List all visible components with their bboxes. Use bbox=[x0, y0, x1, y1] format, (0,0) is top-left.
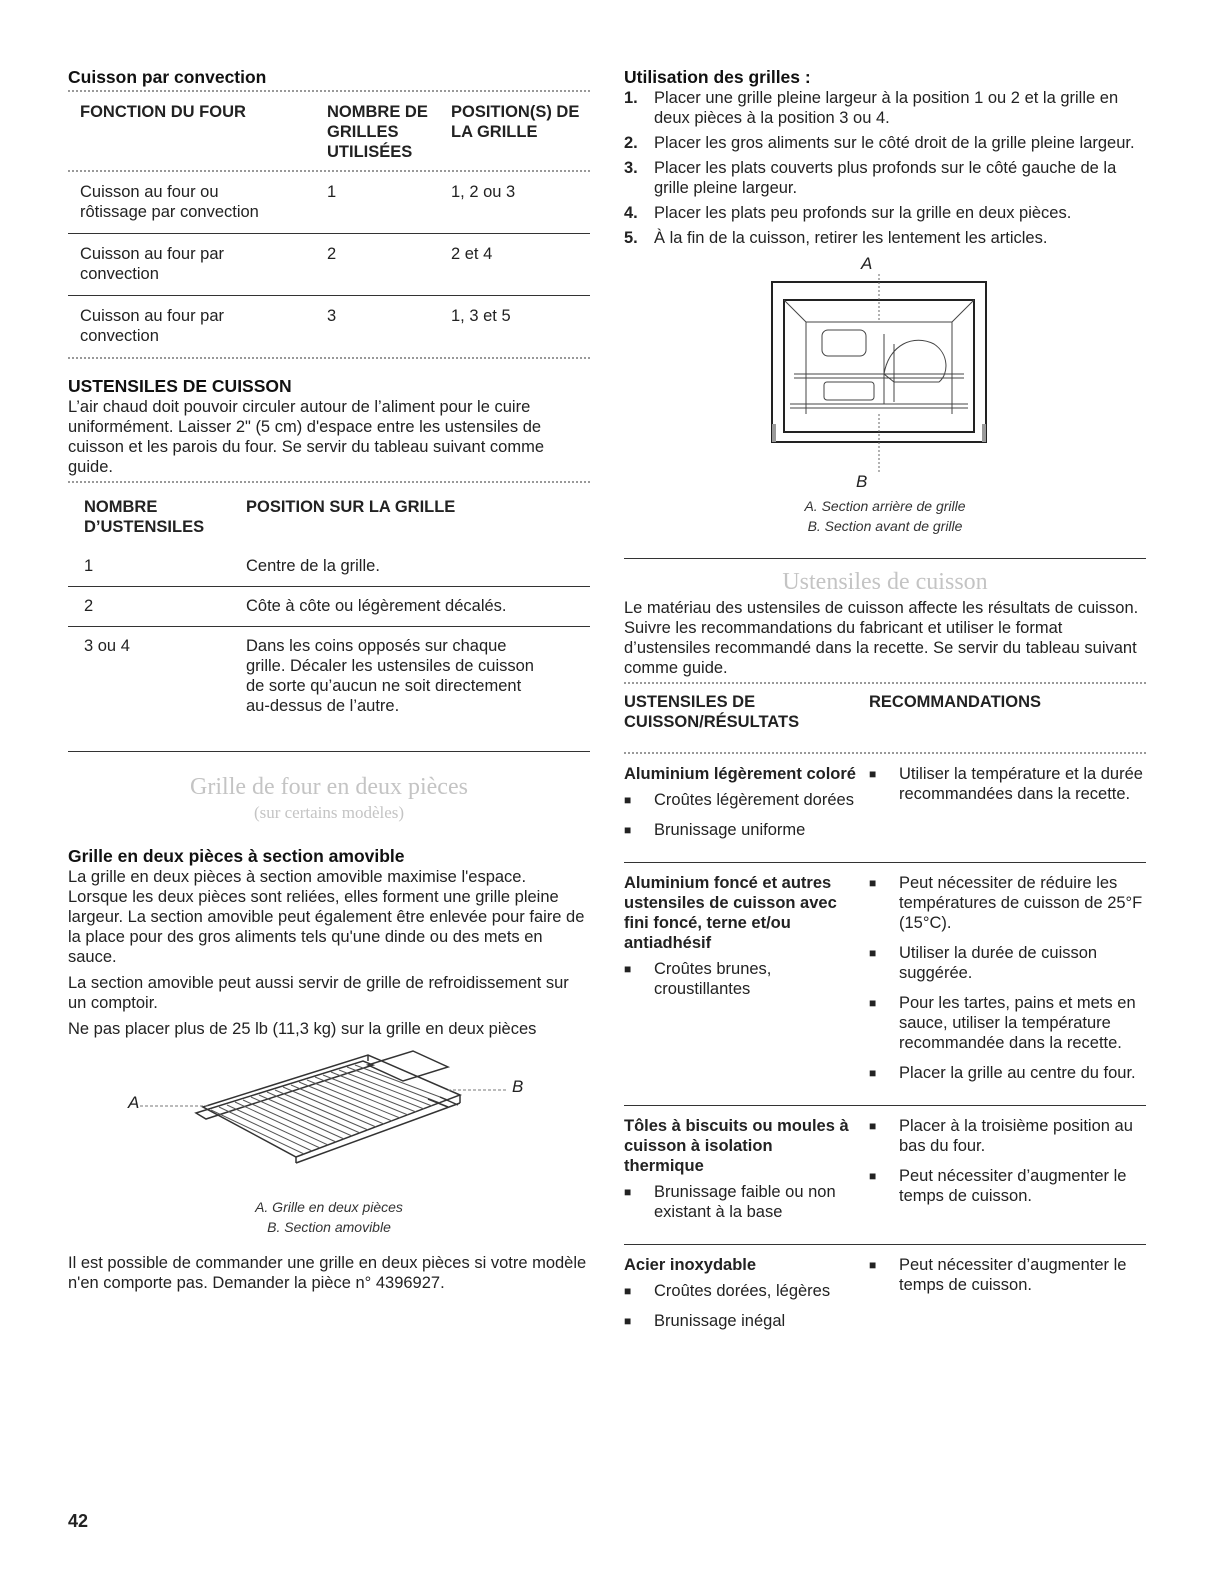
order-paragraph: Il est possible de commander une grille en deux pièces si votre modèle n'en comporte pas. Demander la pièce n° 4396927. bbox=[68, 1254, 587, 1292]
bullet-icon: ■ bbox=[624, 793, 632, 807]
result-text: Croûtes légèrement dorées bbox=[654, 791, 854, 809]
recommendation-cell bbox=[869, 873, 1146, 1093]
oven-label-b: B bbox=[856, 472, 868, 491]
recommendation-text: Peut nécessiter de réduire les températures de cuisson de 25°F (15°C). bbox=[899, 874, 1143, 932]
recommendation-item bbox=[869, 943, 1146, 983]
bullet-icon: ■ bbox=[869, 767, 877, 781]
table-row bbox=[624, 754, 1146, 862]
result-text: Croûtes dorées, légères bbox=[654, 1282, 831, 1300]
table-row bbox=[68, 172, 590, 233]
bullet-icon: ■ bbox=[869, 1169, 877, 1183]
recommendation-cell bbox=[869, 764, 1146, 850]
oven-drawing bbox=[764, 274, 994, 474]
table-row bbox=[624, 863, 1146, 1105]
section-rule bbox=[68, 751, 590, 752]
material-cell bbox=[624, 1255, 856, 1341]
result-item bbox=[624, 790, 856, 810]
ustensiles-table-header bbox=[68, 483, 590, 547]
table-row bbox=[68, 234, 590, 295]
step-item bbox=[624, 158, 1146, 198]
bullet-icon: ■ bbox=[624, 1185, 632, 1199]
ustensiles-table-body bbox=[68, 547, 590, 731]
cell-positions: 1, 3 et 5 bbox=[451, 307, 511, 325]
grille-heading: Grille de four en deux pièces bbox=[190, 774, 468, 800]
section-rule bbox=[624, 558, 1146, 559]
material-cell bbox=[624, 873, 856, 1093]
result-item bbox=[624, 1311, 856, 1331]
step-text: Placer les gros aliments sur le côté droit de la grille pleine largeur. bbox=[654, 134, 1135, 152]
rack-caption-b: B. Section amovible bbox=[267, 1219, 391, 1235]
material-name: Aluminium légèrement coloré bbox=[624, 765, 856, 783]
recommendation-text: Placer à la troisième position au bas du four. bbox=[899, 1117, 1133, 1155]
rack-label-a: A bbox=[128, 1093, 140, 1112]
recommendation-text: Peut nécessiter d’augmenter le temps de cuisson. bbox=[899, 1167, 1127, 1205]
oven-label-a: A bbox=[861, 254, 873, 273]
utilisation-title: Utilisation des grilles : bbox=[624, 67, 811, 87]
table-row bbox=[624, 1245, 1146, 1353]
material-name: Tôles à biscuits ou moules à cuisson à isolation thermique bbox=[624, 1117, 849, 1175]
result-text: Brunissage faible ou non existant à la base bbox=[654, 1183, 836, 1221]
recommendation-item bbox=[869, 1116, 1146, 1156]
ustensiles2-intro: Le matériau des ustensiles de cuisson affecte les résultats de cuisson. Suivre les recommandations du fabricant et utiliser le format d’ustensiles recommandé dans la recette. Se servir du tableau suivant comme guide. bbox=[624, 599, 1139, 677]
cell-positions: 1, 2 ou 3 bbox=[451, 183, 516, 201]
oven-caption-b: B. Section avant de grille bbox=[807, 518, 963, 534]
step-number: 1. bbox=[624, 89, 638, 107]
bullet-icon: ■ bbox=[869, 946, 877, 960]
cell-nombre: 3 ou 4 bbox=[84, 637, 130, 655]
grille-paragraph-1: La grille en deux pièces à section amovible maximise l'espace. Lorsque les deux pièces sont reliées, elles forment une grille pleine largeur. La section amovible peut également être enlevée pour faire de la place pour des gros aliments tels qu'une dinde ou des mets en sauce. bbox=[68, 868, 585, 966]
grille-paragraph-2: La section amovible peut aussi servir de grille de refroidissement sur un comptoir. bbox=[68, 974, 569, 1012]
material-cell bbox=[624, 1116, 856, 1232]
bullet-icon: ■ bbox=[624, 962, 632, 976]
header-nombre-ustensiles: NOMBRE D’USTENSILES bbox=[84, 498, 205, 536]
cell-nombre: 2 bbox=[327, 245, 337, 263]
result-text: Brunissage inégal bbox=[654, 1312, 786, 1330]
dotted-rule bbox=[68, 357, 590, 359]
bullet-icon: ■ bbox=[869, 1119, 877, 1133]
bullet-icon: ■ bbox=[869, 1066, 877, 1080]
cell-position: Centre de la grille. bbox=[246, 557, 380, 575]
result-item bbox=[624, 1182, 856, 1222]
header-ustensiles-resultats: USTENSILES DE CUISSON/RÉSULTATS bbox=[624, 693, 800, 731]
bullet-icon: ■ bbox=[869, 876, 877, 890]
recommendation-item bbox=[869, 1255, 1146, 1295]
result-text: Croûtes brunes, croustillantes bbox=[654, 960, 772, 998]
header-recommandations: RECOMMANDATIONS bbox=[869, 693, 1042, 711]
material-name: Acier inoxydable bbox=[624, 1256, 757, 1274]
cell-fonction: Cuisson au four par convection bbox=[80, 245, 224, 283]
bullet-icon: ■ bbox=[624, 1314, 632, 1328]
grille-title: Grille en deux pièces à section amovible bbox=[68, 846, 405, 866]
header-nombre: NOMBRE DE GRILLES UTILISÉES bbox=[327, 103, 428, 161]
ustensiles2-heading: Ustensiles de cuisson bbox=[782, 569, 988, 595]
step-number: 3. bbox=[624, 159, 638, 177]
step-number: 2. bbox=[624, 134, 638, 152]
table-row bbox=[68, 587, 590, 626]
recommendation-text: Pour les tartes, pains et mets en sauce, utiliser la température recommandée dans la recette. bbox=[899, 994, 1136, 1052]
recommendation-text: Peut nécessiter d’augmenter le temps de cuisson. bbox=[899, 1256, 1127, 1294]
recommendation-text: Utiliser la durée de cuisson suggérée. bbox=[899, 944, 1098, 982]
two-piece-rack-drawing bbox=[68, 1047, 590, 1197]
header-fonction: FONCTION DU FOUR bbox=[80, 103, 246, 121]
cell-positions: 2 et 4 bbox=[451, 245, 493, 263]
grille-paragraph-3: Ne pas placer plus de 25 lb (11,3 kg) sur la grille en deux pièces bbox=[68, 1020, 537, 1038]
step-text: Placer les plats peu profonds sur la grille en deux pièces. bbox=[654, 204, 1072, 222]
recommendation-item bbox=[869, 993, 1146, 1053]
left-column bbox=[68, 66, 590, 1293]
cell-fonction: Cuisson au four ou rôtissage par convection bbox=[80, 183, 259, 221]
cell-nombre: 1 bbox=[327, 183, 337, 201]
bullet-icon: ■ bbox=[869, 996, 877, 1010]
recommendation-item bbox=[869, 1166, 1146, 1206]
recommendation-text: Utiliser la température et la durée recommandées dans la recette. bbox=[899, 765, 1143, 803]
rack-label-b: B bbox=[512, 1077, 524, 1096]
cell-fonction: Cuisson au four par convection bbox=[80, 307, 224, 345]
cell-nombre: 3 bbox=[327, 307, 337, 325]
utilisation-steps bbox=[624, 88, 1146, 248]
cell-nombre: 1 bbox=[84, 557, 94, 575]
step-item bbox=[624, 228, 1146, 248]
recommendation-text: Placer la grille au centre du four. bbox=[899, 1064, 1136, 1082]
ustensiles-title: USTENSILES DE CUISSON bbox=[68, 376, 292, 396]
table-row bbox=[624, 1106, 1146, 1244]
bullet-icon: ■ bbox=[624, 1284, 632, 1298]
ustensiles2-table-header bbox=[624, 684, 1146, 752]
step-number: 5. bbox=[624, 229, 638, 247]
step-item bbox=[624, 133, 1146, 153]
right-column bbox=[624, 66, 1146, 1353]
table-row bbox=[68, 547, 590, 586]
ustensiles2-table-body bbox=[624, 754, 1146, 1353]
recommendation-item bbox=[869, 1063, 1146, 1083]
result-text: Brunissage uniforme bbox=[654, 821, 806, 839]
result-item bbox=[624, 1281, 856, 1301]
convection-title: Cuisson par convection bbox=[68, 67, 267, 87]
convection-table-body bbox=[68, 172, 590, 357]
step-text: Placer les plats couverts plus profonds sur le côté gauche de la grille pleine largeur. bbox=[654, 159, 1117, 197]
header-position: POSITION(S) DE LA GRILLE bbox=[451, 103, 580, 141]
oven-caption-a: A. Section arrière de grille bbox=[804, 498, 966, 514]
recommendation-cell bbox=[869, 1255, 1146, 1341]
page-number: 42 bbox=[68, 1511, 89, 1531]
two-piece-rack-illustration bbox=[68, 1047, 590, 1197]
recommendation-cell bbox=[869, 1116, 1146, 1232]
cell-position: Côte à côte ou légèrement décalés. bbox=[246, 597, 507, 615]
step-item bbox=[624, 88, 1146, 128]
table-row bbox=[68, 296, 590, 357]
step-item bbox=[624, 203, 1146, 223]
grille-subheading: (sur certains modèles) bbox=[253, 803, 405, 822]
oven-illustration bbox=[624, 254, 1146, 494]
table-row bbox=[68, 627, 590, 731]
material-name: Aluminium foncé et autres ustensiles de cuisson avec fini foncé, terne et/ou antiadhésif bbox=[624, 874, 837, 952]
bullet-icon: ■ bbox=[624, 823, 632, 837]
header-position-grille: POSITION SUR LA GRILLE bbox=[246, 498, 456, 516]
convection-table-header bbox=[68, 92, 590, 170]
step-number: 4. bbox=[624, 204, 638, 222]
bullet-icon: ■ bbox=[869, 1258, 877, 1272]
result-item bbox=[624, 820, 856, 840]
result-item bbox=[624, 959, 856, 999]
step-text: À la fin de la cuisson, retirer les lentement les articles. bbox=[654, 229, 1048, 247]
recommendation-item bbox=[869, 873, 1146, 933]
step-text: Placer une grille pleine largeur à la position 1 ou 2 et la grille en deux pièces à la position 3 ou 4. bbox=[654, 89, 1119, 127]
ustensiles-intro: L’air chaud doit pouvoir circuler autour de l’aliment pour le cuire uniformément. Laisser 2" (5 cm) d'espace entre les ustensiles de cuisson et les parois du four. Se servir du tableau suivant comme guide. bbox=[68, 398, 544, 476]
material-cell bbox=[624, 764, 856, 850]
recommendation-item bbox=[869, 764, 1146, 804]
rack-caption-a: A. Grille en deux pièces bbox=[255, 1199, 403, 1215]
cell-position: Dans les coins opposés sur chaque grille. Décaler les ustensiles de cuisson de sorte qu’aucun ne soit directement au-dessus de l’autre. bbox=[246, 637, 534, 715]
cell-nombre: 2 bbox=[84, 597, 94, 615]
